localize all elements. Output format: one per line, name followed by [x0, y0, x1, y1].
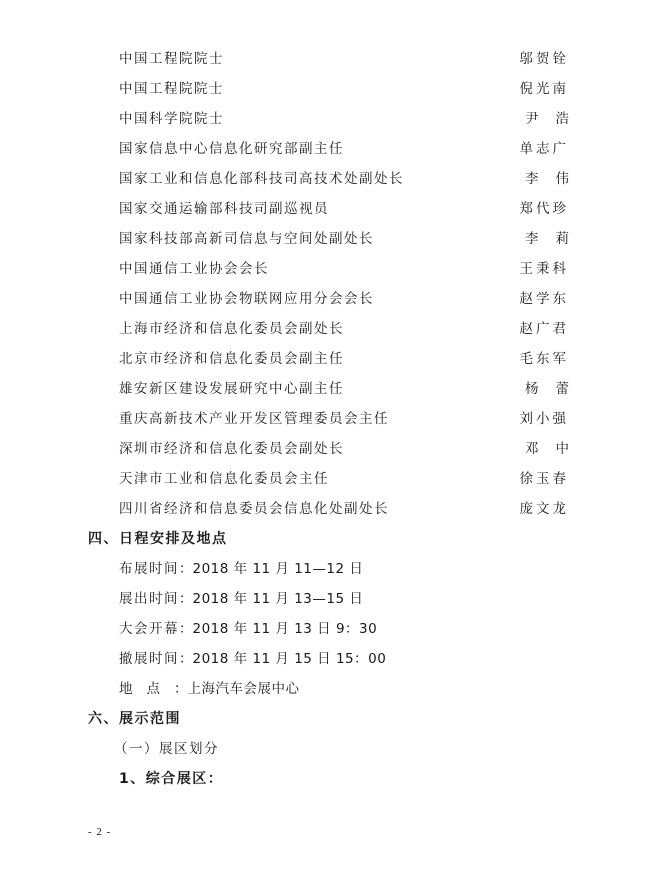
official-name: 徐玉春: [519, 471, 569, 487]
official-name: 刘小强: [519, 411, 569, 427]
official-title: 中国通信工业协会物联网应用分会会长: [119, 291, 374, 307]
schedule-value: 2018 年 11 月 13 日 9：30: [192, 621, 378, 637]
official-row: [0, 344, 657, 374]
official-row: [0, 44, 657, 74]
schedule-colon: ：: [179, 621, 193, 637]
official-name: 庞文龙: [519, 501, 569, 517]
official-title: 四川省经济和信息委员会信息化处副处长: [119, 501, 389, 517]
official-row: [0, 434, 657, 464]
page-number: - 2 -: [88, 826, 112, 838]
official-name: 单志广: [519, 141, 569, 157]
section-6-subheading: （一）展区划分: [114, 741, 219, 757]
official-title: 深圳市经济和信息化委员会副处长: [119, 441, 344, 457]
official-name: 李莉: [525, 231, 586, 247]
official-title: 雄安新区建设发展研究中心副主任: [119, 381, 344, 397]
official-row: [0, 224, 657, 254]
official-title: 北京市经济和信息化委员会副主任: [119, 351, 344, 367]
schedule-label: 大会开幕: [119, 621, 179, 637]
official-title: 重庆高新技术产业开发区管理委员会主任: [119, 411, 389, 427]
official-row: [0, 284, 657, 314]
official-name: 王秉科: [519, 261, 569, 277]
section-6-heading: 六、展示范围: [88, 711, 181, 727]
official-row: [0, 104, 657, 134]
schedule-value: 上海汽车会展中心: [187, 681, 300, 697]
schedule-colon: ：: [179, 591, 193, 607]
section-4-heading: 四、日程安排及地点: [88, 531, 228, 547]
schedule-colon: ：: [179, 651, 193, 667]
official-name: 毛东军: [519, 351, 569, 367]
official-name: 赵学东: [519, 291, 569, 307]
schedule-value: 2018 年 11 月 11—12 日: [192, 561, 364, 577]
official-name: 邬贺铨: [519, 51, 569, 67]
official-row: [0, 164, 657, 194]
official-row: [0, 254, 657, 284]
official-name: 郑代珍: [519, 201, 569, 217]
section-6-subsubheading: 1、综合展区：: [119, 771, 224, 787]
schedule-value: 2018 年 11 月 13—15 日: [192, 591, 364, 607]
official-name: 赵广君: [519, 321, 569, 337]
schedule-item-opening: [119, 614, 377, 644]
schedule-item-location: [119, 674, 300, 704]
schedule-item-setup: [119, 554, 363, 584]
official-title: 中国科学院院士: [119, 111, 224, 127]
official-row: [0, 134, 657, 164]
official-row: [0, 404, 657, 434]
official-row: [0, 194, 657, 224]
official-name: 倪光南: [519, 81, 569, 97]
official-row: [0, 464, 657, 494]
official-row: [0, 314, 657, 344]
official-title: 国家工业和信息化部科技司高技术处副处长: [119, 171, 404, 187]
schedule-value: 2018 年 11 月 15 日 15：00: [192, 651, 387, 667]
official-name: 杨蕾: [525, 381, 586, 397]
official-title: 天津市工业和信息化委员会主任: [119, 471, 329, 487]
official-title: 国家科技部高新司信息与空间处副处长: [119, 231, 374, 247]
schedule-colon: ：: [174, 681, 188, 697]
official-name: 邓中: [525, 441, 586, 457]
official-title: 国家信息中心信息化研究部副主任: [119, 141, 344, 157]
official-title: 中国通信工业协会会长: [119, 261, 269, 277]
schedule-colon: ：: [179, 561, 193, 577]
official-row: [0, 374, 657, 404]
official-name: 尹浩: [525, 111, 586, 127]
official-title: 国家交通运输部科技司副巡视员: [119, 201, 329, 217]
schedule-label: 布展时间: [119, 561, 179, 577]
schedule-item-teardown: [119, 644, 386, 674]
official-row: [0, 74, 657, 104]
schedule-label: 撤展时间: [119, 651, 179, 667]
official-title: 中国工程院院士: [119, 81, 224, 97]
official-name: 李伟: [525, 171, 586, 187]
schedule-label: 地点: [119, 681, 174, 697]
schedule-item-exhibition: [119, 584, 363, 614]
official-title: 中国工程院院士: [119, 51, 224, 67]
schedule-label: 展出时间: [119, 591, 179, 607]
official-row: [0, 494, 657, 524]
official-title: 上海市经济和信息化委员会副处长: [119, 321, 344, 337]
